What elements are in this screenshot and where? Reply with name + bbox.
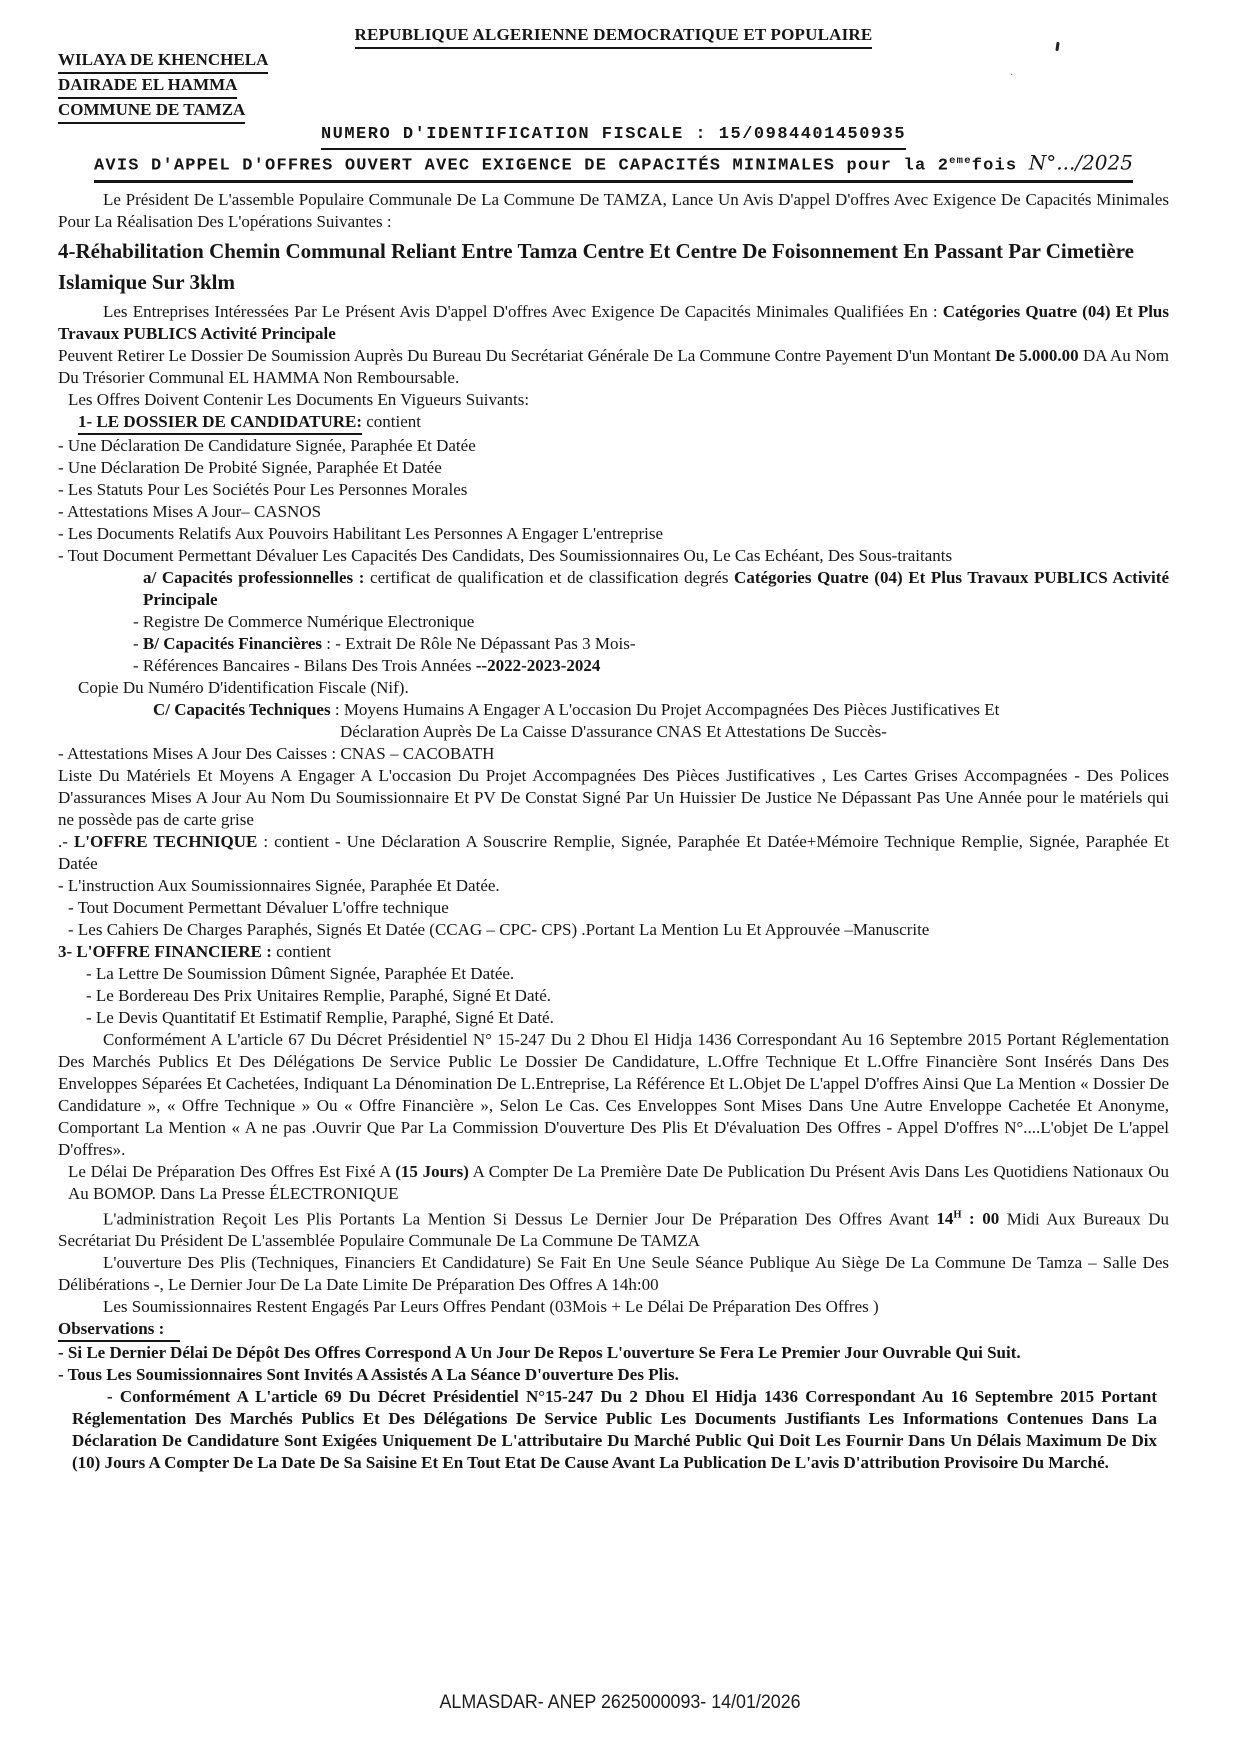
financial-offer-item: - Le Devis Quantitatif Et Estimatif Remplie, Paraphé, Signé Et Daté. xyxy=(86,1007,554,1027)
candidature-item: - Les Statuts Pour Les Sociétés Pour Les Personnes Morales xyxy=(58,479,468,499)
republic-title: REPUBLIQUE ALGERIENNE DEMOCRATIQUE ET POPULAIRE xyxy=(58,24,1169,49)
caisses-attestations-line: - Attestations Mises A Jour Des Caisses : CNAS – CACOBATH xyxy=(58,743,495,763)
technical-offer-paragraph: .- L'OFFRE TECHNIQUE : contient - Une Déclaration A Souscrire Remplie, Signée, Paraphée Et Datée+Mémoire Technique Remplie, Signée, Paraphée Et Datée xyxy=(58,831,1169,873)
project-title: 4-Réhabilitation Chemin Communal Reliant Entre Tamza Centre Et Centre De Foisonnement En Passant Par Cimetière Islamique Sur 3klm xyxy=(58,238,1134,294)
technical-capacities-line: C/ Capacités Techniques : Moyens Humains A Engager A L'occasion Du Projet Accompagnées Des Pièces Justificatives Et xyxy=(153,699,1000,719)
technical-capacities-line2: Déclaration Auprès De La Caisse D'assurance CNAS Et Attestations De Succès- xyxy=(340,721,887,741)
tender-title-text: AVIS D'APPEL D'OFFRES OUVERT AVEC EXIGENCE DE CAPACITÉS MINIMALES pour la 2 xyxy=(94,156,950,176)
observation-item: - Conformément A L'article 69 Du Décret Présidentiel N°15-247 Du 2 Dhou El Hidja 1436 Correspondant Au 16 Septembre 2015 Portant Réglementation Des Marchés Publics Et Des Délégations De Service Public Les Documents Justifiants Les Informations Contenues Dans La Déclaration De Candidature Sont Exigées Uniquement De L'attributaire Du Marché Public Qui Doit Les Fournir Dans Un Délais Maximum De Dix (10) Jours A Compter De La Date De Sa Saisine Et En Tout Etat De Cause Avant La Publication De L'avis D'attribution Provisoire Du Marché. xyxy=(72,1387,1157,1473)
engagement-line: Les Soumissionnaires Restent Engagés Par Leurs Offres Pendant (03Mois + Le Délai De Préparation Des Offres ) xyxy=(103,1297,879,1317)
financial-offer-item: - Le Bordereau Des Prix Unitaires Remplie, Paraphé, Signé Et Daté. xyxy=(86,985,552,1005)
financial-offer-item: - La Lettre De Soumission Dûment Signée, Paraphée Et Datée. xyxy=(86,963,515,983)
technical-offer-item: - Tout Document Permettant Dévaluer L'offre technique xyxy=(68,897,449,917)
tender-title-fois: fois xyxy=(971,156,1029,176)
opening-paragraph: L'ouverture Des Plis (Techniques, Financiers Et Candidature) Se Fait En Une Seule Séance Publique Au Siège De La Commune De Tamza – Salle Des Délibérations -, Le Dernier Jour De La Date Limite De Préparation Des Offres A 14h:00 xyxy=(58,1253,1169,1295)
scan-artifact-dots: · xyxy=(1010,70,1018,81)
tender-title-superscript: eme xyxy=(949,155,972,167)
candidature-item: - Tout Document Permettant Dévaluer Les Capacités Des Candidats, Des Soumissionnaires Ou, Le Cas Echéant, Des Sous-traitants xyxy=(58,545,953,565)
article67-paragraph: Conformément A L'article 67 Du Décret Présidentiel N° 15-247 Du 2 Dhou El Hidja 1436 Correspondant Au 16 Septembre 2015 Portant Réglementation Des Marchés Publics Et Des Délégations De Service Public Le Dossier De Candidature, L.Offre Technique Et L.Offre Financière Sont Insérés Dans Des Enveloppes Séparées Et Cachetées, Indiquant La Dénomination De L.Entreprise, La Référence Et L.Objet De L'appel D'offres Ainsi Que La Mention « Dossier De Candidature », « Offre Technique » Ou « Offre Financière », Selon Le Cas. Ces Enveloppes Sont Mises Dans Une Autre Enveloppe Cachetée Et Anonyme, Comportant La Mention « A ne pas .Ouvrir Que Par La Commission D'ouverture Des Plis Et D'évaluation Des Offres - Appel D'offres N°....L'objet De L'appel D'offres». xyxy=(58,1029,1169,1159)
daira-line: DAIRADE EL HAMMA xyxy=(58,74,1169,99)
financial-capacities-label: B/ Capacités Financières xyxy=(142,633,323,653)
candidature-item: - Attestations Mises A Jour– CASNOS xyxy=(58,501,322,521)
candidature-item: - Les Documents Relatifs Aux Pouvoirs Habilitant Les Personnes A Engager L'entreprise xyxy=(58,523,664,543)
professional-capacities-label: a/ Capacités professionnelles : xyxy=(143,567,365,587)
technical-offer-label: L'OFFRE TECHNIQUE xyxy=(73,831,258,851)
wilaya-line: WILAYA DE KHENCHELA xyxy=(58,49,1169,74)
technical-offer-item: - Les Cahiers De Charges Paraphés, Signés Et Datée (CCAG – CPC- CPS) .Portant La Mention Lu Et Approuvée –Manuscrite xyxy=(68,919,930,939)
technical-capacities-label: C/ Capacités Techniques xyxy=(153,699,331,719)
bank-references-line: - Références Bancaires - Bilans Des Trois Années --2022-2023-2024 xyxy=(133,655,601,675)
administration-paragraph: L'administration Reçoit Les Plis Portants La Mention Si Dessus Le Dernier Jour De Préparation Des Offres Avant $14^H$ : 00 Midi Aux Bureaux Du Secrétariat Du Président De L'assemblée Populaire Communale De La Commune De TAMZA xyxy=(58,1209,1169,1251)
observation-item: - Si Le Dernier Délai De Dépôt Des Offres Correspond A Un Jour De Repos L'ouverture Se Fera Le Premier Jour Ouvrable Qui Suit. xyxy=(58,1343,1021,1363)
retrait-amount: De 5.000.00 xyxy=(995,345,1079,365)
professional-capacities-paragraph: a/ Capacités professionnelles : certificat de qualification et de classification degrés Catégories Quatre (04) Et Plus Travaux PUBLICS Activité Principale xyxy=(143,567,1169,609)
technical-offer-item: - L'instruction Aux Soumissionnaires Signée, Paraphée Et Datée. xyxy=(58,875,500,895)
deadline-time: $14^H$ : 00 xyxy=(936,1209,1000,1229)
materials-list-paragraph: Liste Du Matériels Et Moyens A Engager A L'occasion Du Projet Accompagnées Des Pièces Justificatives , Les Cartes Grises Accompagnées - Des Polices D'assurances Mises A Jour Au Nom Du Soumissionnaire Et PV De Constat Signé Par Un Huissier De Justice Ne Dépassant Pas Une Année pour le matériels qui ne possède pas de carte grise xyxy=(58,765,1169,829)
nif-copy-line: Copie Du Numéro D'identification Fiscale (Nif). xyxy=(78,677,409,697)
bank-references-years: --2022-2023-2024 xyxy=(475,655,601,675)
nif-line: NUMERO D'IDENTIFICATION FISCALE : 15/0984401450935 xyxy=(58,124,1169,150)
publication-footer: ALMASDAR- ANEP 2625000093- 14/01/2026 xyxy=(439,1692,802,1713)
professional-capacities-category: Catégories Quatre (04) Et Plus Travaux PUBLICS Activité Principale xyxy=(143,567,1169,609)
eligibility-category: Catégories Quatre (04) Et Plus Travaux PUBLICS Activité Principale xyxy=(58,301,1169,343)
eligibility-paragraph: Les Entreprises Intéressées Par Le Présent Avis D'appel D'offres Avec Exigence De Capacités Minimales Qualifiées En : Catégories Quatre (04) Et Plus Travaux PUBLICS Activité Principale xyxy=(58,301,1169,343)
offers-contents-line: Les Offres Doivent Contenir Les Documents En Vigueurs Suivants: xyxy=(68,389,530,409)
candidature-item: - Une Déclaration De Probité Signée, Paraphée Et Datée xyxy=(58,457,442,477)
tender-title xyxy=(58,150,1169,183)
candidature-item: - Une Déclaration De Candidature Signée, Paraphée Et Datée xyxy=(58,435,476,455)
authority-block xyxy=(58,49,1169,124)
commune-line: COMMUNE DE TAMZA xyxy=(58,99,1169,124)
dossier-retrait-paragraph: Peuvent Retirer Le Dossier De Soumission Auprès Du Bureau Du Secrétariat Générale De La Commune Contre Payement D'un Montant De 5.000.00 DA Au Nom Du Trésorier Communal EL HAMMA Non Remboursable. xyxy=(58,345,1169,387)
financial-offer-heading: 3- L'OFFRE FINANCIERE : contient xyxy=(58,941,331,961)
preparation-delay-value: (15 Jours) xyxy=(395,1161,469,1181)
preparation-delay-paragraph: Le Délai De Préparation Des Offres Est Fixé A (15 Jours) A Compter De La Première Date De Publication Du Présent Avis Dans Les Quotidiens Nationaux Ou Au BOMOP. Dans La Presse ÉLECTRONIQUE xyxy=(68,1161,1169,1203)
observation-item: - Tous Les Soumissionnaires Sont Invités A Assistés A La Séance D'ouverture Des Plis. xyxy=(58,1365,679,1385)
intro-paragraph: Le Président De L'assemble Populaire Communale De La Commune De TAMZA, Lance Un Avis D'appel D'offres Avec Exigence De Capacités Minimales Pour La Réalisation Des L'opérations Suivantes : xyxy=(58,189,1169,231)
tender-reference-number: N°.../2025 xyxy=(1028,150,1133,175)
financial-capacities-line: - B/ Capacités Financières : - Extrait De Rôle Ne Dépassant Pas 3 Mois- xyxy=(133,633,636,653)
registre-line: - Registre De Commerce Numérique Electronique xyxy=(133,611,475,631)
observations-heading: Observations : xyxy=(58,1318,1169,1342)
candidature-section-heading: 1- LE DOSSIER DE CANDIDATURE: contient xyxy=(58,411,1169,435)
